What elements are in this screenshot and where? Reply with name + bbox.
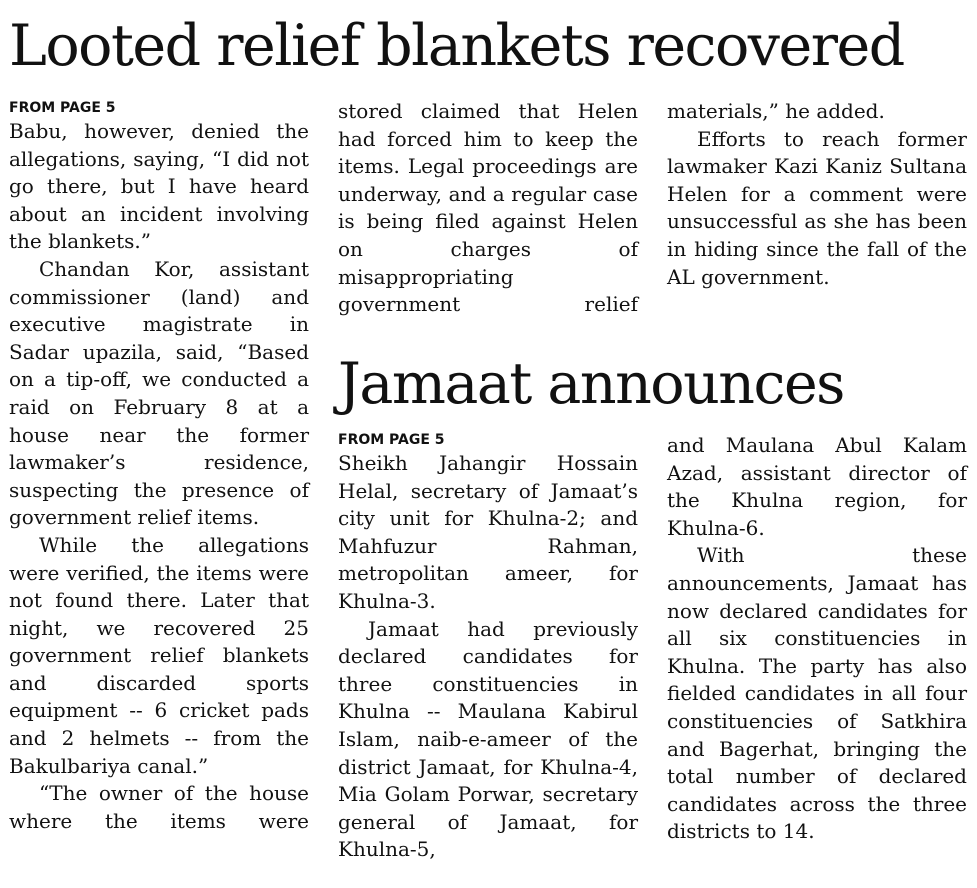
story2-paragraph: Sheikh Jahangir Hossain Helal, secretary of Jamaat’s city unit for Khulna-2; and Mahfuzur Rahman, metropolitan ameer, for Khulna-3. xyxy=(338,451,638,613)
story1-paragraph: materials,” he added. xyxy=(667,99,885,123)
story1-paragraph: While the allegations were verified, the items were not found there. Later that night, we recovered 25 government relief blankets and discarded sports equipment -- 6 cricket pads and 2 helmets -- from the Bakulbariya canal.” xyxy=(9,532,309,778)
story1-column-3 xyxy=(667,98,967,291)
story1-paragraph: stored claimed that Helen had forced him to keep the items. Legal proceedings are underway, and a regular case is being filed against Helen on charges of misappropriating government relief xyxy=(338,99,638,317)
story1-paragraph: Babu, however, denied the allegations, saying, “I did not go there, but I have heard about an incident involving the blankets.” xyxy=(9,119,309,254)
story1-paragraph: Chandan Kor, assistant commissioner (land) and executive magistrate in Sadar upazila, said, “Based on a tip-off, we conducted a raid on February 8 at a house near the former lawmaker’s residence, suspecting the presence of government relief items. xyxy=(9,256,309,530)
story1-paragraph: Efforts to reach former lawmaker Kazi Kaniz Sultana Helen for a comment were unsuccessful as she has been in hiding since the fall of the AL government. xyxy=(667,126,967,289)
story2-kicker: FROM PAGE 5 xyxy=(338,432,445,448)
story2-column-1 xyxy=(338,432,638,864)
story1-paragraph: “The owner of the house where the items were xyxy=(9,781,309,833)
story2-headline: Jamaat announces xyxy=(338,351,844,417)
story2-column-2 xyxy=(667,432,967,846)
story2-paragraph: With these announcements, Jamaat has now declared candidates for all six constituencies in Khulna. The party has also fielded candidates in all four constituencies of Satkhira and Bagerhat, bringing the total number of declared candidates across the three districts to 14. xyxy=(667,543,967,844)
story1-kicker: FROM PAGE 5 xyxy=(9,100,116,116)
story1-headline: Looted relief blankets recovered xyxy=(9,13,904,79)
story1-column-1 xyxy=(9,100,309,835)
story2-paragraph: and Maulana Abul Kalam Azad, assistant director of the Khulna region, for Khulna-6. xyxy=(667,433,967,540)
story1-column-2 xyxy=(338,98,638,319)
story2-paragraph: Jamaat had previously declared candidates for three constituencies in Khulna -- Maulana Kabirul Islam, naib-e-ameer of the district Jamaat, for Khulna-4, Mia Golam Porwar, secretary general of Jamaat, for Khulna-5, xyxy=(338,616,638,862)
